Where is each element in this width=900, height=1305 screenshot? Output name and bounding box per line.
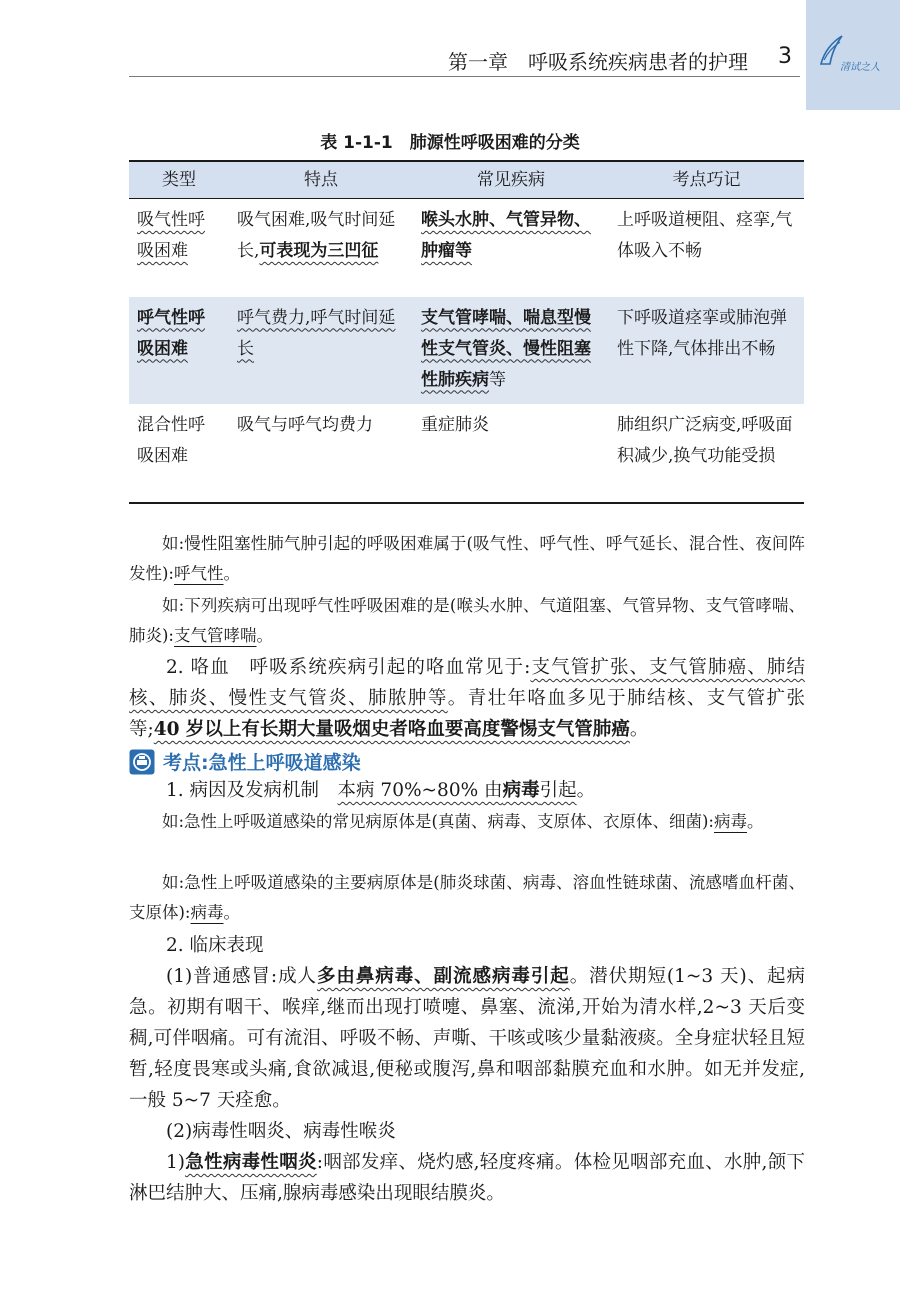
corner-tab xyxy=(806,0,900,110)
chapter-title: 第一章 呼吸系统疾病患者的护理 xyxy=(448,50,748,74)
example-answer: 支气管哮喘 xyxy=(174,626,257,645)
table-header-row xyxy=(129,161,804,199)
table-caption: 表 1-1-1 肺源性呼吸困难的分类 xyxy=(320,133,580,153)
cell-type: 吸气性呼吸困难 xyxy=(137,210,205,261)
table-row xyxy=(129,199,804,297)
page-number: 3 xyxy=(778,44,792,69)
example-answer: 呼气性 xyxy=(174,564,224,583)
cell-feature: 吸气与呼气均费力 xyxy=(229,404,413,503)
example-question: 如:慢性阻塞性肺气肿引起的呼吸困难属于(吸气性、呼气性、呼气延长、混合性、夜间阵发性):呼气性。 xyxy=(129,534,805,583)
cell-disease: 重症肺炎 xyxy=(413,404,609,503)
column-header: 考点巧记 xyxy=(609,161,804,199)
example-answer: 病毒 xyxy=(190,903,224,922)
example-answer: 病毒 xyxy=(714,812,747,831)
clinical-heading: 2. 临床表现 xyxy=(166,935,264,956)
viral-heading: (2)病毒性咽炎、病毒性喉炎 xyxy=(166,1121,396,1142)
column-header: 常见疾病 xyxy=(413,161,609,199)
cell-tip: 下呼吸道痉挛或肺泡弹性下降,气体排出不畅 xyxy=(617,307,787,359)
running-header xyxy=(129,38,800,77)
publisher-logo-text: 清试之人 xyxy=(840,62,880,73)
column-header: 类型 xyxy=(129,161,229,199)
common-cold-paragraph: (1)普通感冒:成人多由鼻病毒、副流感病毒引起。潜伏期短(1~3 天)、起病急。初期有咽干、喉痒,继而出现打喷嚏、鼻塞、流涕,开始为清水样,2~3 天后变稠,可伴咽痛。可有流泪、呼吸不畅、声嘶、干咳或咳少量黏液痰。全身症状轻且短暂,轻度畏寒或头痛,食欲减退,便秘或腹泻,鼻和咽部黏膜充血和水肿。如无并发症,一般 5~7 天痊愈。 xyxy=(129,966,805,1111)
table-row xyxy=(129,404,804,503)
cell-type: 混合性呼吸困难 xyxy=(129,404,229,503)
example-question: 如:急性上呼吸道感染的主要病原体是(肺炎球菌、病毒、溶血性链球菌、流感嗜血杆菌、支原体):病毒。 xyxy=(129,873,805,922)
dyspnea-classification-table xyxy=(129,160,804,504)
cell-feature: 呼气费力,呼气时间延长 xyxy=(237,307,396,359)
pharyngitis-paragraph: 1)急性病毒性咽炎:咽部发痒、烧灼感,轻度疼痛。体检见咽部充血、水肿,颌下淋巴结肿大、压痛,腺病毒感染出现眼结膜炎。 xyxy=(129,1152,805,1204)
cell-tip: 肺组织广泛病变,呼吸面积减少,换气功能受损 xyxy=(609,404,804,503)
cell-disease: 支气管哮喘、喘息型慢性支气管炎、慢性阻塞性肺疾病等 xyxy=(421,307,591,390)
cell-type: 呼气性呼吸困难 xyxy=(137,307,205,359)
cell-feature: 吸气困难,吸气时间延长,可表现为三凹征 xyxy=(237,210,396,261)
hemoptysis-paragraph: 2. 咯血 呼吸系统疾病引起的咯血常见于:支气管扩张、支气管肺癌、肺结核、肺炎、慢性支气管炎、肺脓肿等。青壮年咯血多见于肺结核、支气管扩张等;40 岁以上有长期大量吸烟史者咯血要高度警惕支气管肺癌。 xyxy=(129,657,805,740)
cell-tip: 上呼吸道梗阻、痉挛,气体吸入不畅 xyxy=(617,210,793,261)
example-question: 如:急性上呼吸道感染的常见病原体是(真菌、病毒、支原体、衣原体、细菌):病毒。 xyxy=(162,812,764,831)
exam-point-icon xyxy=(129,749,155,775)
section-heading xyxy=(129,748,805,778)
cell-disease: 喉头水肿、气管异物、肿瘤等 xyxy=(421,210,591,261)
column-header: 特点 xyxy=(229,161,413,199)
section-title: 考点:急性上呼吸道感染 xyxy=(163,752,361,774)
table-row xyxy=(129,297,804,404)
etiology-paragraph: 1. 病因及发病机制 本病 70%~80% 由病毒引起。 xyxy=(166,780,596,801)
example-question: 如:下列疾病可出现呼气性呼吸困难的是(喉头水肿、气道阻塞、气管异物、支气管哮喘、肺炎):支气管哮喘。 xyxy=(129,596,805,645)
